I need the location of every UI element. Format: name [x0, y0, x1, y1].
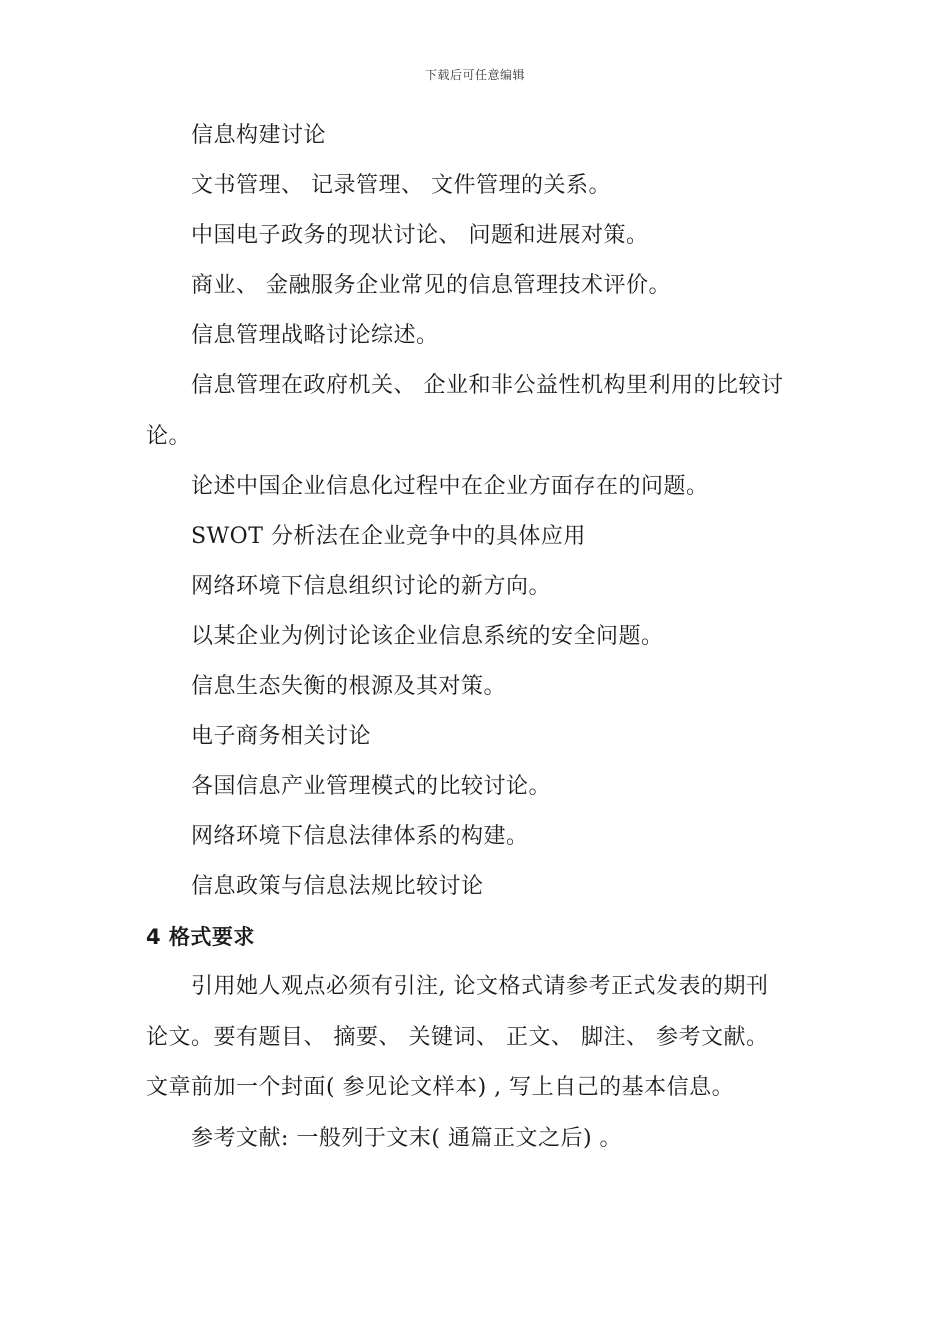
topic-line: 商业、 金融服务企业常见的信息管理技术评价。 — [191, 273, 671, 298]
paragraph-line: 引用她人观点必须有引注, 论文格式请参考正式发表的期刊 — [191, 974, 769, 999]
topic-line: 网络环境下信息法律体系的构建。 — [191, 824, 529, 849]
topic-line: 信息构建讨论 — [191, 123, 327, 148]
topic-line-continuation: 论。 — [146, 424, 192, 449]
page-header: 下载后可任意编辑 — [424, 68, 525, 82]
topic-line: 网络环境下信息组织讨论的新方向。 — [191, 574, 552, 599]
topic-line: 信息政策与信息法规比较讨论 — [191, 874, 484, 899]
topic-line: 论述中国企业信息化过程中在企业方面存在的问题。 — [191, 474, 709, 499]
paragraph-line: 文章前加一个封面( 参见论文样本) , 写上自己的基本信息。 — [146, 1075, 735, 1100]
topic-line: 信息管理在政府机关、 企业和非公益性机构里利用的比较讨 — [191, 373, 784, 398]
topic-line: 信息生态失衡的根源及其对策。 — [191, 674, 507, 699]
topic-line: 各国信息产业管理模式的比较讨论。 — [191, 774, 552, 799]
section-heading: 4 格式要求 — [146, 925, 255, 949]
paragraph-line: 参考文献: 一般列于文末( 通篇正文之后) 。 — [191, 1126, 623, 1151]
topic-line: 信息管理战略讨论综述。 — [191, 323, 439, 348]
topic-line: 中国电子政务的现状讨论、 问题和进展对策。 — [191, 223, 649, 248]
topic-line: SWOT 分析法在企业竞争中的具体应用 — [191, 524, 586, 549]
paragraph-line: 论文。要有题目、 摘要、 关键词、 正文、 脚注、 参考文献。 — [146, 1025, 769, 1050]
topic-line: 以某企业为例讨论该企业信息系统的安全问题。 — [191, 624, 664, 649]
topic-line: 文书管理、 记录管理、 文件管理的关系。 — [191, 173, 611, 198]
topic-line: 电子商务相关讨论 — [191, 724, 372, 749]
